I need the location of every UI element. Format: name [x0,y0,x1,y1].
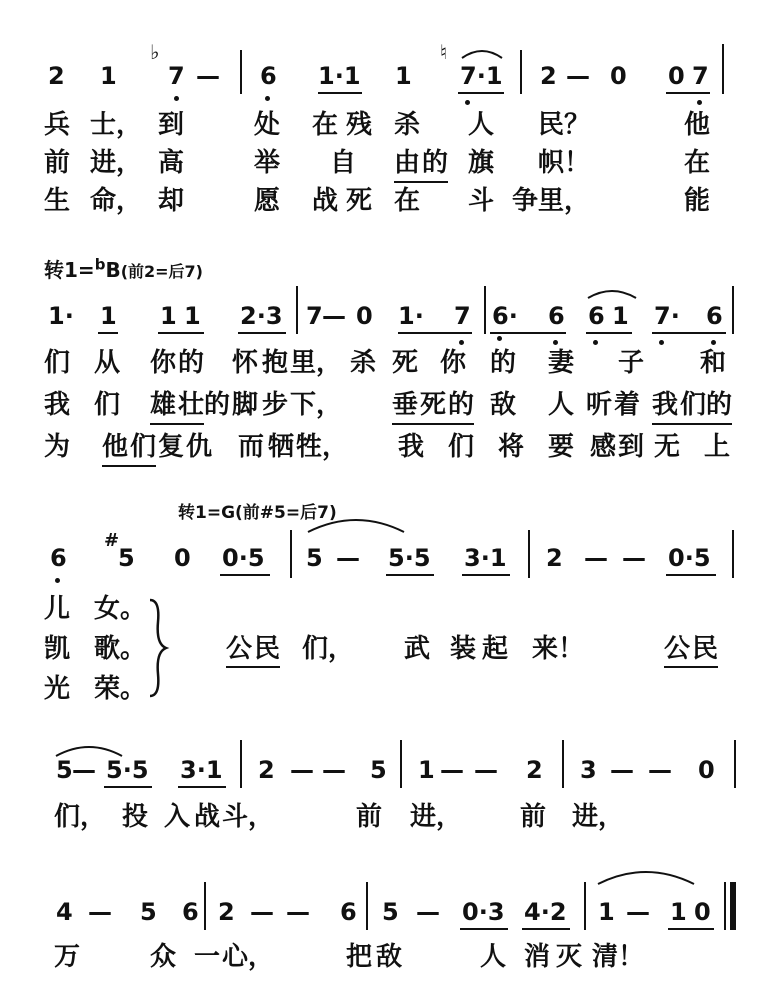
note: 3 [580,756,597,784]
note: 0 [610,62,627,90]
slur [460,46,504,60]
note: 1 [160,302,177,330]
note: 5 [56,756,73,784]
lyric-line-verse-1: 兵 士， 到 处 在 残 杀 人 民？ 他 [44,110,711,140]
note: 6 [548,302,565,330]
note: 0 [356,302,373,330]
barline [520,50,522,94]
beam [490,332,566,334]
note: 0·3 [462,898,505,926]
beam [178,786,226,788]
barline [400,740,402,788]
final-barline-thin [724,882,726,930]
syllable-underline [226,666,280,668]
lyric-line-verse-2: 凯 歌。 [44,634,147,664]
note: 7 [168,62,185,90]
beam [98,332,118,334]
note: 0 [174,544,191,572]
barline [584,882,586,930]
barline [296,286,298,334]
barline [290,530,292,578]
key-change-1: 转1=$^b$B(前2=后7) [44,255,203,282]
barline [484,286,486,334]
tie [596,866,696,886]
note: 6 [340,898,357,926]
lower-octave-dot [174,96,179,101]
note: 7·1 [460,62,503,90]
note: 1· [398,302,424,330]
beam [462,574,510,576]
lyric-line: 们， 投 入 战 斗， 前 进， 前 进， [54,802,625,832]
beam [666,574,716,576]
dash: — [88,898,112,926]
barline [732,530,734,578]
note: 1· [48,302,74,330]
lyric-line-verse-2: 前 进， 高 举 自 由 的 旗 帜！ 在 [44,148,711,178]
note: 7 [306,302,323,330]
dash: — [626,898,650,926]
beam [318,92,362,94]
sharp-sign: # [104,530,120,551]
refrain-lyric-line: 公 民 们， 武 装 起 来！ 公 民 [226,634,719,664]
dash: — [286,898,310,926]
barline [562,740,564,788]
note: 3·1 [464,544,507,572]
barline [204,882,206,930]
note: 3·1 [180,756,223,784]
lower-octave-dot [459,340,464,345]
beam [398,332,472,334]
note: 1 [100,62,117,90]
lyric-line-verse-3: 为 他 们 复 仇 而 牺 牲， 我 们 将 要 感 到 无 上 [44,432,731,462]
barline [240,50,242,94]
beam [522,928,570,930]
note: 0 [694,898,711,926]
lower-octave-dot [711,340,716,345]
syllable-underline [652,423,732,425]
lyric-line-verse-3: 光 荣。 [44,674,147,704]
lyric-line: 万 众 一 心， 把 敌 人 消 灭 清！ [54,942,645,972]
dash: — [474,756,498,784]
note: 6· [492,302,518,330]
flat-sign: ♭ [150,40,160,64]
note: 7 [454,302,471,330]
syllable-underline [150,423,204,425]
lower-octave-dot [497,336,502,341]
lyric-line-verse-3: 生 命， 却 愿 战 死 在 斗 争 里， 能 [44,186,711,216]
beam [238,332,286,334]
dash: — [648,756,672,784]
lyric-line-verse-2: 我 们 雄 壮 的 脚 步 下， 垂 死 的 敌 人 听 着 我 们 的 [44,390,733,420]
dash: — [290,756,314,784]
note: 7· [654,302,680,330]
lower-octave-dot [265,96,270,101]
note: 1 [612,302,629,330]
barline [240,740,242,788]
dash: — [610,756,634,784]
note: 6 [50,544,67,572]
note: 2 [540,62,557,90]
tie [306,514,406,534]
note: 0·5 [668,544,711,572]
syllable-underline [664,666,718,668]
dash: — [250,898,274,926]
barline [366,882,368,930]
beam [458,92,504,94]
dash: — [622,544,646,572]
beam [104,786,152,788]
lower-octave-dot [465,100,470,105]
barline [734,740,736,788]
lower-octave-dot [659,340,664,345]
beam [666,92,710,94]
beam [220,574,270,576]
beam [586,332,632,334]
lower-octave-dot [553,340,558,345]
note: 5 [118,544,135,572]
note: 5 [140,898,157,926]
lower-octave-dot [593,340,598,345]
natural-sign: ♮ [440,40,448,64]
lyric-line-verse-1: 们 从 你 的 怀 抱 里， 杀 死 你 的 妻 子 和 [44,348,727,378]
note: 5·5 [388,544,431,572]
note: 6 [588,302,605,330]
dash: — [440,756,464,784]
dash: — [322,302,346,330]
note: 0 [698,756,715,784]
note: 6 [260,62,277,90]
lower-octave-dot [697,100,702,105]
beam [668,928,714,930]
lower-octave-dot [55,578,60,583]
note: 4·2 [524,898,567,926]
note: 0 [668,62,685,90]
barline [732,286,734,334]
note: 5 [370,756,387,784]
dash: — [416,898,440,926]
beam [158,332,204,334]
dash: — [566,62,590,90]
beam [386,574,434,576]
dash: — [584,544,608,572]
note: 1 [670,898,687,926]
dash: — [336,544,360,572]
syllable-underline [392,423,474,425]
key-change-2: 转1=G(前#5=后7) [178,503,337,523]
note: 1·1 [318,62,361,90]
note: 5 [306,544,323,572]
dash: — [322,756,346,784]
note: 1 [100,302,117,330]
note: 5 [382,898,399,926]
slur [586,286,638,300]
note: 2·3 [240,302,283,330]
note: 1 [598,898,615,926]
note: 6 [706,302,723,330]
note: 2 [48,62,65,90]
note: 1 [418,756,435,784]
note: 5·5 [106,756,149,784]
note: 6 [182,898,199,926]
barline [722,44,724,94]
note: 2 [546,544,563,572]
beam [460,928,508,930]
barline [528,530,530,578]
note: 4 [56,898,73,926]
note: 1 [395,62,412,90]
note: 0·5 [222,544,265,572]
dash: — [72,756,96,784]
note: 7 [692,62,709,90]
lyric-line-verse-1: 儿 女。 [44,594,147,624]
note: 2 [218,898,235,926]
note: 2 [258,756,275,784]
note: 1 [184,302,201,330]
final-barline-thick [730,882,736,930]
syllable-underline [394,181,448,183]
note: 2 [526,756,543,784]
beam [652,332,726,334]
dash: — [196,62,220,90]
syllable-underline [102,465,156,467]
